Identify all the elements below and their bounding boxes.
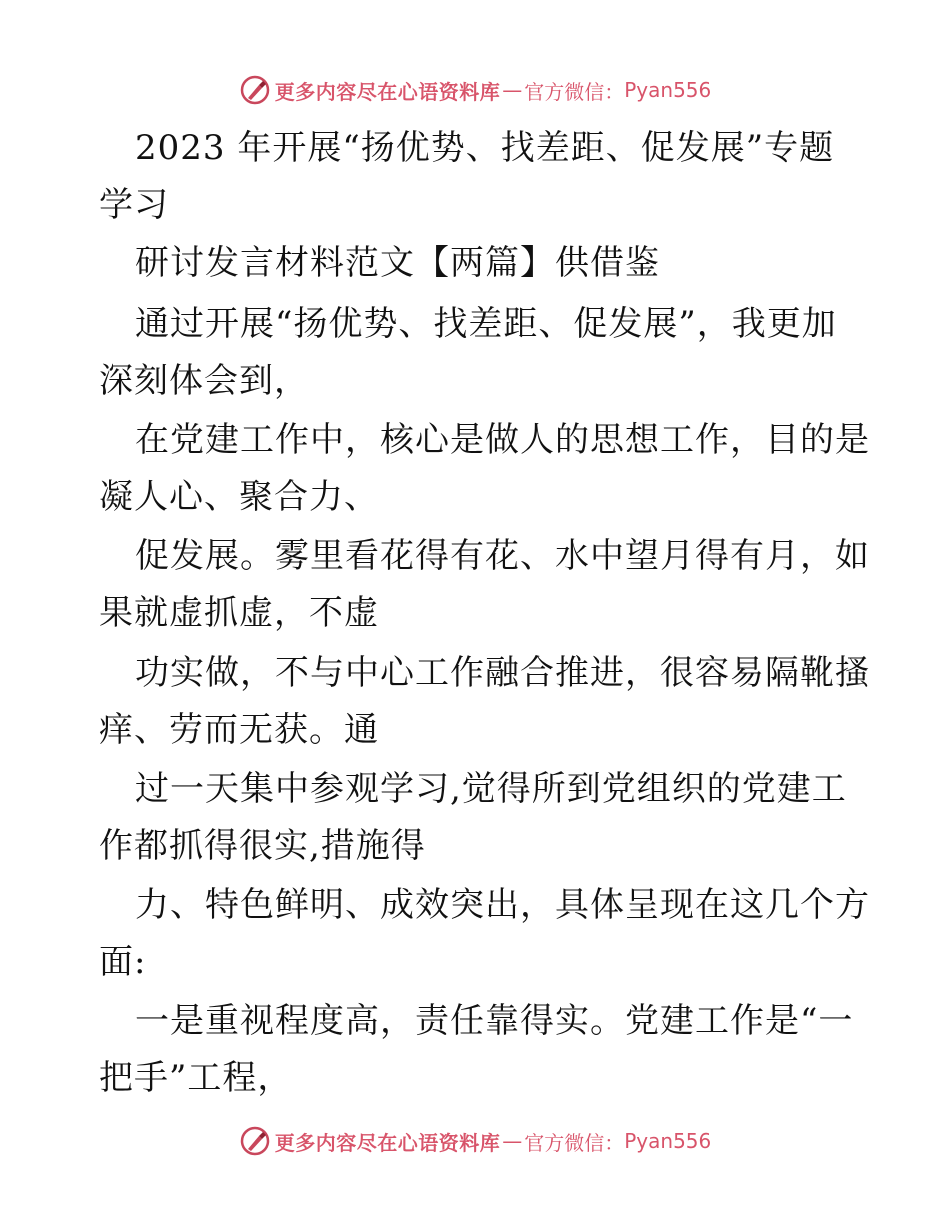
text-line: 促发展。雾里看花得有花、水中望月得有月，如 xyxy=(135,536,870,576)
text-line: 研讨发言材料范文【两篇】供借鉴 xyxy=(135,243,660,283)
wechat-id: Pyan556 xyxy=(624,78,712,102)
header-banner xyxy=(0,70,950,110)
library-text: 更多内容尽在心语资料库 xyxy=(274,1130,501,1155)
text-line: 在党建工作中，核心是做人的思想工作，目的是 xyxy=(135,420,870,460)
footer-banner xyxy=(0,1121,950,1161)
wechat-label: 官方微信： xyxy=(524,79,625,104)
text-line: 果就虚抓虚，不虚 xyxy=(99,593,379,633)
text-line: 一是重视程度高，责任靠得实。党建工作是“一 xyxy=(135,1001,854,1041)
text-line: 通过开展“扬优势、找差距、促发展”，我更加 xyxy=(135,304,837,344)
text-line: 2023 年开展“扬优势、找差距、促发展”专题 xyxy=(135,128,835,168)
wechat-id: Pyan556 xyxy=(624,1129,712,1153)
banner-dash: — xyxy=(502,1129,523,1153)
text-line: 痒、劳而无获。通 xyxy=(99,710,379,750)
banner-dash: — xyxy=(502,78,523,102)
text-line: 面: xyxy=(99,942,147,982)
text-line: 深刻体会到， xyxy=(99,361,309,401)
text-line: 作都抓得很实,措施得 xyxy=(99,826,426,866)
text-line: 凝人心、聚合力、 xyxy=(99,477,379,517)
wechat-label: 官方微信： xyxy=(524,1130,625,1155)
text-line: 过一天集中参观学习,觉得所到党组织的党建工 xyxy=(135,769,847,809)
text-line: 把手”工程， xyxy=(99,1058,293,1098)
library-text: 更多内容尽在心语资料库 xyxy=(274,79,501,104)
pen-logo-icon xyxy=(239,74,271,106)
text-line: 学习 xyxy=(99,185,169,225)
text-line: 功实做，不与中心工作融合推进，很容易隔靴搔 xyxy=(135,653,870,693)
pen-logo-icon xyxy=(239,1125,271,1157)
text-line: 力、特色鲜明、成效突出，具体呈现在这几个方 xyxy=(135,885,870,925)
